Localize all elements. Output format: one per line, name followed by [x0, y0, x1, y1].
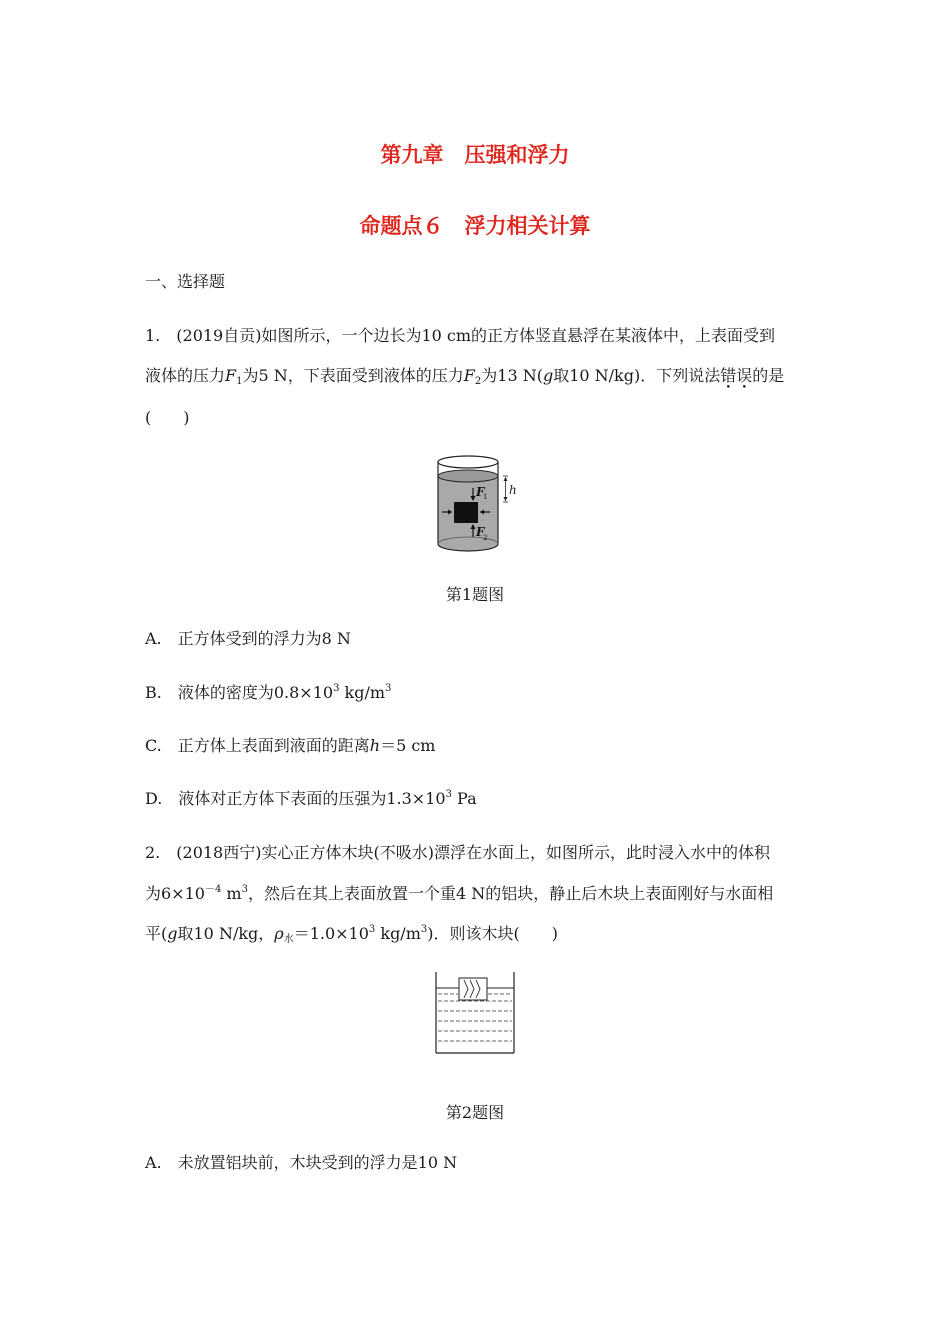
q2-line-3	[145, 924, 558, 944]
q2-text: ，然后在其上表面放置一个重4 N的铝块，静止后木块上表面刚好与水面相	[247, 884, 774, 903]
exponent: －4	[204, 884, 222, 895]
q1-text: 的是	[752, 366, 785, 385]
var-f2-sub: 2	[474, 376, 482, 387]
q2-option-a: A. 未放置铝块前，木块受到的浮力是10 N	[145, 1153, 458, 1172]
q1-option-a: A. 正方体受到的浮力为8 N	[145, 629, 351, 648]
rho-sub: 水	[283, 934, 294, 945]
q1-option-b	[145, 683, 391, 703]
q1-text: 液体的压力	[145, 366, 226, 385]
topic-title: 命题点６ 浮力相关计算	[359, 214, 591, 238]
exponent: 3	[368, 924, 376, 935]
q2-text: kg/m	[375, 924, 421, 943]
q1-line-2	[145, 366, 784, 386]
q2-text: 平(	[145, 924, 168, 943]
q1-answer-bracket: ( )	[145, 408, 190, 427]
q2-text: m	[221, 884, 242, 903]
q2-text: )．则该木块( )	[427, 924, 558, 943]
q2-text: ＝1.0×10	[293, 924, 369, 943]
q1-line-1: 1. (2019自贡)如图所示，一个边长为10 cm的正方体竖直悬浮在某液体中，上表面受到	[145, 326, 776, 345]
q2-line-2	[145, 884, 773, 904]
label-f2: F	[476, 525, 485, 539]
var-f1: F	[225, 366, 237, 385]
q2-text: 为6×10	[145, 884, 205, 903]
q1-option-c	[145, 736, 435, 756]
var-f2: F	[463, 366, 475, 385]
unit-exponent: 3	[385, 683, 392, 694]
q1-option-d	[145, 789, 477, 809]
option-text: kg/m	[339, 683, 386, 702]
q1-text: 取10 N/kg)．下列说法	[553, 366, 721, 385]
section-heading: 一、选择题	[145, 272, 226, 291]
label-f1: F	[476, 485, 485, 499]
label-f2-sub: 2	[483, 534, 488, 542]
figure-2-container	[433, 970, 517, 1056]
unit-exponent: 3	[241, 884, 248, 895]
option-text: D. 液体对正方体下表面的压强为1.3×10	[145, 789, 446, 808]
var-rho: ρ	[274, 924, 284, 943]
q1-text: 为5 N，下表面受到液体的压力	[242, 366, 464, 385]
option-text: ＝5 cm	[380, 736, 436, 755]
figure-1-cylinder	[430, 452, 530, 554]
exponent: 3	[333, 683, 340, 694]
label-h: h	[509, 483, 517, 497]
emphasis-char: 错	[720, 366, 737, 385]
var-g: g	[167, 924, 178, 943]
figure-2-caption: 第2题图	[445, 1103, 505, 1122]
var-h: h	[369, 736, 381, 755]
q2-text: 取10 N/kg，	[177, 924, 275, 943]
q2-line-1: 2. (2018西宁)实心正方体木块(不吸水)漂浮在水面上，如图所示，此时浸入水中的体积	[145, 843, 770, 862]
q1-text: 为13 N(	[481, 366, 543, 385]
option-text: B. 液体的密度为0.8×10	[145, 683, 334, 702]
chapter-title: 第九章 压强和浮力	[380, 143, 570, 167]
emphasis-char: 误	[736, 366, 753, 385]
var-f1-sub: 1	[236, 376, 243, 387]
label-f1-sub: 1	[483, 493, 488, 501]
var-g: g	[542, 366, 554, 385]
figure-1-caption: 第1题图	[445, 585, 505, 604]
option-text: Pa	[451, 789, 477, 808]
option-text: C. 正方体上表面到液面的距离	[145, 736, 370, 755]
unit-exponent: 3	[420, 924, 428, 935]
exponent: 3	[445, 789, 452, 800]
